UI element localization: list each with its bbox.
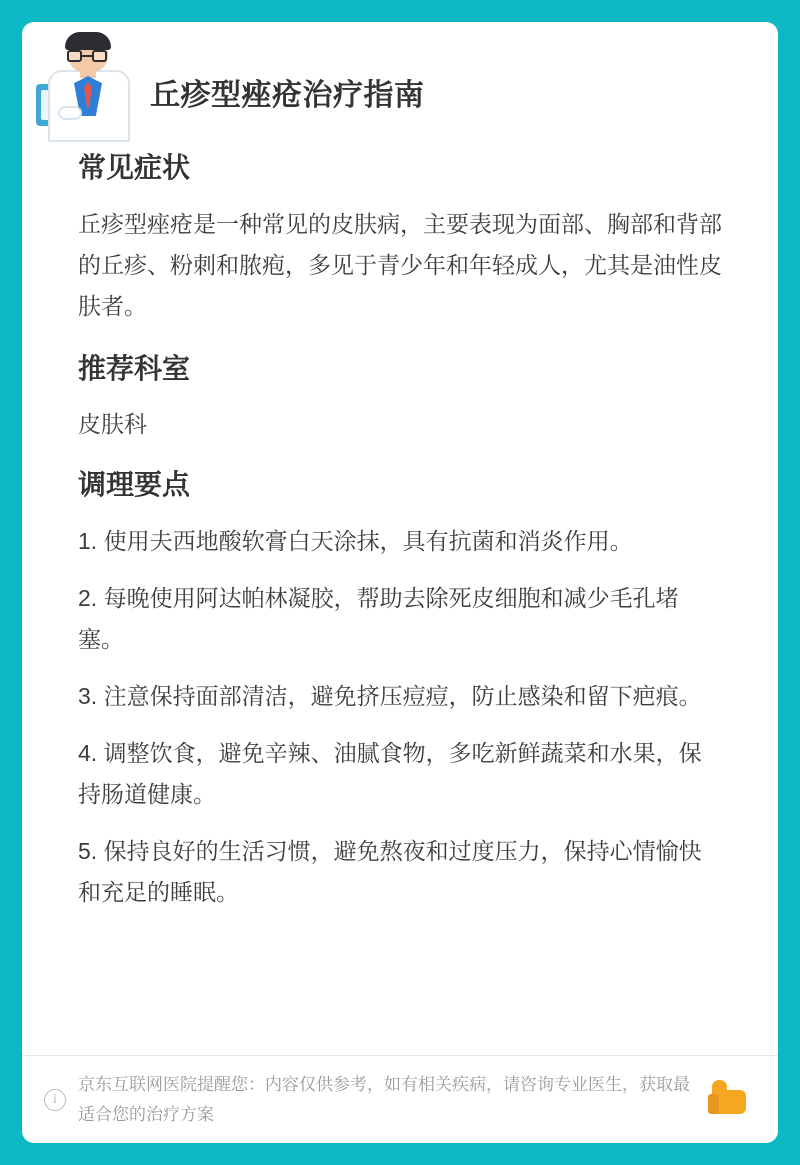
page-title: 丘疹型痤疮治疗指南 bbox=[150, 79, 425, 112]
symptoms-heading: 常见症状 bbox=[78, 152, 191, 183]
info-icon: i bbox=[44, 1089, 66, 1111]
avatar-arm bbox=[58, 106, 82, 120]
list-item: 5. 保持良好的生活习惯，避免熬夜和过度压力，保持心情愉快和充足的睡眠。 bbox=[78, 838, 702, 905]
care-heading: 调理要点 bbox=[78, 469, 191, 500]
care-list bbox=[78, 521, 722, 913]
department-text: 皮肤科 bbox=[78, 411, 147, 437]
symptoms-text: 丘疹型痤疮是一种常见的皮肤病，主要表现为面部、胸部和背部的丘疹、粉刺和脓疱，多见于青少年和年轻成人，尤其是油性皮肤者。 bbox=[78, 211, 722, 319]
guide-content bbox=[22, 140, 778, 929]
list-item: 2. 每晚使用阿达帕林凝胶，帮助去除死皮细胞和减少毛孔堵塞。 bbox=[78, 585, 679, 652]
glasses-left-icon bbox=[67, 50, 82, 62]
department-heading: 推荐科室 bbox=[78, 353, 191, 384]
footer-disclaimer-bar bbox=[22, 1055, 778, 1143]
disclaimer-text: 京东互联网医院提醒您：内容仅供参考，如有相关疾病，请咨询专业医生，获取最适合您的治疗方案 bbox=[78, 1074, 690, 1124]
list-item: 4. 调整饮食，避免辛辣、油腻食物，多吃新鲜蔬菜和水果，保持肠道健康。 bbox=[78, 740, 702, 807]
list-item: 1. 使用夫西地酸软膏白天涂抹，具有抗菌和消炎作用。 bbox=[78, 528, 633, 554]
thumb-cuff bbox=[708, 1094, 719, 1114]
glasses-right-icon bbox=[92, 50, 107, 62]
glasses-bridge bbox=[82, 55, 92, 57]
doctor-avatar-icon bbox=[30, 32, 142, 142]
guide-card bbox=[22, 22, 778, 1143]
avatar-hair bbox=[65, 32, 111, 50]
list-item: 3. 注意保持面部清洁，避免挤压痘痘，防止感染和留下疤痕。 bbox=[78, 683, 702, 709]
thumbs-up-icon[interactable] bbox=[708, 1078, 752, 1122]
